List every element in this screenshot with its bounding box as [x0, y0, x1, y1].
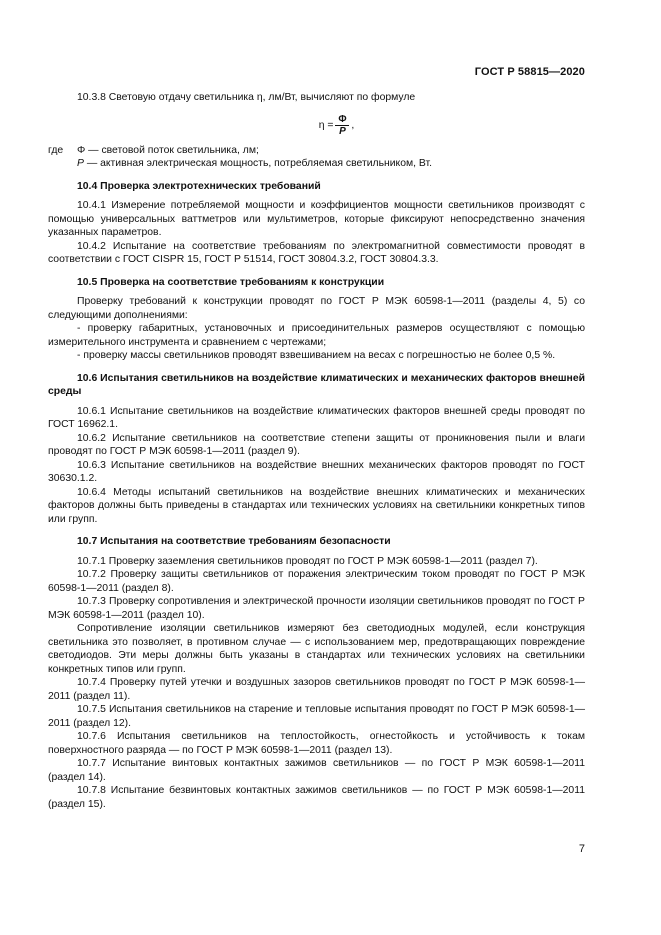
paragraph-10-7-3-note: Сопротивление изоляции светильников измеряют без светодиодных модулей, если конструкция светильника это позволяет, в противном случае — с использованием мер, предотвращающих повреждение светодиодов. Эти меры должны быть указаны в стандартах или технических условиях на светильники конкретных типов или групп. [48, 623, 585, 675]
heading-10-4: 10.4 Проверка электротехнических требований [77, 180, 321, 192]
paragraph-10-7-4: 10.7.4 Проверку путей утечки и воздушных зазоров светильников проводят по ГОСТ Р МЭК 60598-1—2011 (раздел 11). [48, 677, 585, 702]
where-line-2 [48, 157, 585, 171]
document-body [48, 91, 585, 811]
paragraph-10-7-7: 10.7.7 Испытание винтовых контактных зажимов светильников — по ГОСТ Р МЭК 60598-1—2011 (раздел 14). [48, 758, 585, 783]
paragraph-10-6-4: 10.6.4 Методы испытаний светильников на воздействие внешних климатических и механических факторов должны быть приведены в стандартах или технических условиях на светильники конкретных типов или групп. [48, 486, 585, 525]
paragraph-10-4-1: 10.4.1 Измерение потребляемой мощности и коэффициентов мощности светильников производят с помощью универсальных ваттметров или мультиметров, которые фиксируют непосредственно значения указанных параметров. [48, 200, 585, 238]
paragraph-10-6-3: 10.6.3 Испытание светильников на воздействие внешних механических факторов проводят по ГОСТ 30630.1.2. [48, 459, 585, 484]
heading-10-5: 10.5 Проверка на соответствие требованиям к конструкции [77, 276, 385, 288]
paragraph-10-6-1: 10.6.1 Испытание светильников на воздействие климатических факторов внешней среды проводят по ГОСТ 16962.1. [48, 405, 585, 430]
where-block [48, 144, 585, 158]
paragraph-10-7-6: 10.7.6 Испытания светильников на теплостойкость, огнестойкость и устойчивость к токам поверхностного разряда — по ГОСТ Р МЭК 60598-1—2011 (раздел 13). [48, 731, 585, 756]
page-number: 7 [578, 843, 585, 855]
paragraph-10-7-8: 10.7.8 Испытание безвинтовых контактных зажимов светильников — по ГОСТ Р МЭК 60598-1—2011 (раздел 15). [48, 785, 585, 810]
document-header: ГОСТ Р 58815—2020 [474, 66, 585, 78]
list-item: - проверку габаритных, установочных и присоединительных размеров осуществляют с помощью измерительного инструмента и сравнением с чертежами; [48, 323, 585, 348]
paragraph-10-7-1: 10.7.1 Проверку заземления светильников проводят по ГОСТ Р МЭК 60598-1—2011 (раздел 7). [77, 555, 538, 567]
paragraph-10-7-5: 10.7.5 Испытания светильников на старение и тепловые испытания проводят по ГОСТ Р МЭК 60598-1—2011 (раздел 12). [48, 704, 585, 729]
where-line-2-text: — активная электрическая мощность, потребляемая светильником, Вт. [83, 158, 432, 169]
formula-numerator: Φ [338, 114, 347, 125]
formula-lhs: η = [318, 119, 334, 131]
formula-fraction [335, 114, 349, 137]
heading-10-7: 10.7 Испытания на соответствие требованиям безопасности [77, 536, 391, 547]
where-label: где [48, 144, 64, 156]
formula-luminous-efficacy [48, 112, 585, 140]
paragraph-10-4-2: 10.4.2 Испытание на соответствие требованиям по электромагнитной совместимости проводят в соответствии с ГОСТ CISPR 15, ГОСТ Р 51514, ГОСТ 30804.3.2, ГОСТ 30804.3.3. [48, 240, 585, 265]
paragraph-10-5: Проверку требований к конструкции проводят по ГОСТ Р МЭК 60598-1—2011 (разделы 4, 5) со следующими дополнениями: [48, 296, 585, 321]
formula-denominator: P [339, 126, 346, 137]
list-item: - проверку массы светильников проводят взвешиванием на весах с погрешностью не более 0,5 %. [77, 350, 556, 361]
where-line-2-symbol: P [77, 158, 84, 169]
formula-tail: , [351, 119, 355, 131]
paragraph-10-6-2: 10.6.2 Испытание светильников на соответствие степени защиты от проникновения пыли и влаги проводят по ГОСТ Р МЭК 60598-1—2011 (раздел 9). [48, 432, 585, 457]
paragraph-10-7-3: 10.7.3 Проверку сопротивления и электрической прочности изоляции светильников проводят по ГОСТ Р МЭК 60598-1—2011 (раздел 10). [48, 596, 585, 621]
paragraph-10-3-8: 10.3.8 Световую отдачу светильника η, лм/Вт, вычисляют по формуле [77, 92, 416, 103]
paragraph-10-7-2: 10.7.2 Проверку защиты светильников от поражения электрическим током проводят по ГОСТ Р МЭК 60598-1—2011 (раздел 8). [48, 569, 585, 594]
heading-10-6: 10.6 Испытания светильников на воздействие климатических и механических факторов внешней среды [48, 372, 585, 397]
where-line-1: Φ — световой поток светильника, лм; [77, 144, 259, 156]
